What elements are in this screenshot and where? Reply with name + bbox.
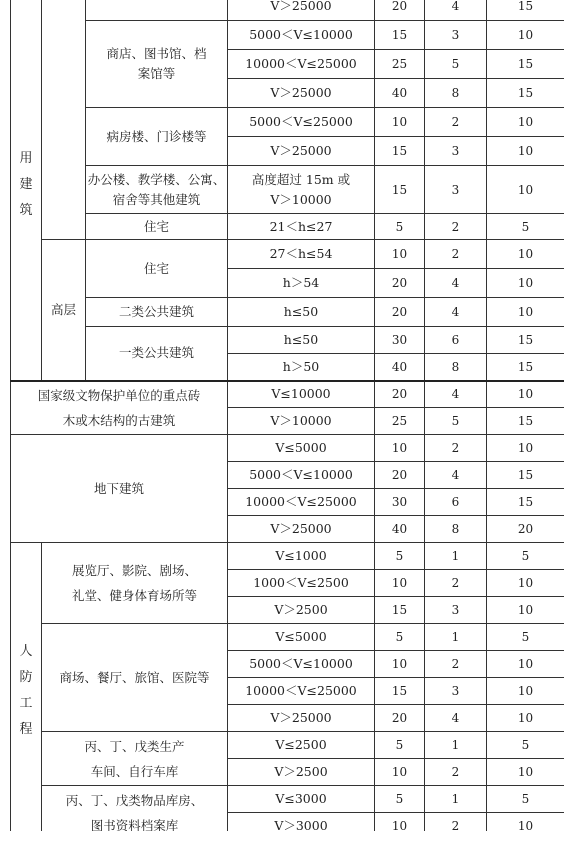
cell-a: 5	[375, 732, 425, 759]
fire-water-table	[10, 0, 564, 831]
cell-cond: V＞25000	[228, 705, 375, 732]
cell-a: 10	[375, 651, 425, 678]
cell-a: 20	[375, 381, 425, 408]
cell-b: 1	[425, 624, 487, 651]
cell-a: 15	[375, 21, 425, 50]
cell-cond: V≤5000	[228, 435, 375, 462]
cell-c: 10	[487, 705, 565, 732]
cell-building: 丙、丁、戊类生产车间、自行车库	[42, 732, 228, 786]
cell-cond: V＞25000	[228, 79, 375, 108]
cell-b: 4	[425, 462, 487, 489]
cell-c: 15	[487, 462, 565, 489]
table-row	[11, 381, 565, 408]
cell-cond: 5000＜V≤25000	[228, 108, 375, 137]
cell-b: 4	[425, 298, 487, 327]
cell-c: 5	[487, 786, 565, 813]
cell-a: 20	[375, 269, 425, 298]
cell-b: 2	[425, 570, 487, 597]
cell-a: 25	[375, 50, 425, 79]
cell-a: 5	[375, 543, 425, 570]
cell-c: 10	[487, 137, 565, 166]
group-label-civil-defense: 人 防 工 程	[11, 543, 42, 832]
cell-building: 住宅	[86, 214, 228, 240]
cell-c: 15	[487, 79, 565, 108]
cell-c: 10	[487, 166, 565, 214]
table-row	[11, 732, 565, 759]
cell-c: 15	[487, 408, 565, 435]
cell-cond: h＞50	[228, 354, 375, 381]
cell-c: 10	[487, 298, 565, 327]
cell-c: 10	[487, 381, 565, 408]
cell-a: 25	[375, 408, 425, 435]
cell-b: 1	[425, 732, 487, 759]
cell-cond: V≤2500	[228, 732, 375, 759]
cell-c: 15	[487, 50, 565, 79]
cell-b: 4	[425, 269, 487, 298]
cell-a: 5	[375, 624, 425, 651]
cell-a: 20	[375, 298, 425, 327]
cell-b: 4	[425, 0, 487, 21]
cell-a: 30	[375, 489, 425, 516]
cell-c: 10	[487, 570, 565, 597]
cell-cond: V≤3000	[228, 786, 375, 813]
cell-a: 20	[375, 462, 425, 489]
cell-cond: V＞10000	[228, 408, 375, 435]
table-row	[11, 108, 565, 137]
cell-cond: V＞2500	[228, 597, 375, 624]
cell-c: 20	[487, 516, 565, 543]
cell-c: 5	[487, 732, 565, 759]
cell-a: 10	[375, 435, 425, 462]
cell-b: 1	[425, 543, 487, 570]
table-row	[11, 298, 565, 327]
cell-a: 10	[375, 570, 425, 597]
cell-c: 10	[487, 597, 565, 624]
table-row	[11, 214, 565, 240]
cell-b: 3	[425, 166, 487, 214]
cell-a: 40	[375, 516, 425, 543]
cell-c: 10	[487, 435, 565, 462]
cell-a: 40	[375, 79, 425, 108]
cell-a: 10	[375, 240, 425, 269]
cell-c: 10	[487, 678, 565, 705]
cell-b: 2	[425, 813, 487, 832]
cell-b: 6	[425, 327, 487, 354]
cell-heritage: 国家级文物保护单位的重点砖木或木结构的古建筑	[11, 381, 228, 435]
cell-b: 2	[425, 651, 487, 678]
table-row	[11, 0, 565, 21]
cell-c: 5	[487, 543, 565, 570]
table-row	[11, 21, 565, 50]
cell-b: 8	[425, 516, 487, 543]
cell-cond: 27＜h≤54	[228, 240, 375, 269]
cell-building: 一类公共建筑	[86, 327, 228, 381]
cell-b: 6	[425, 489, 487, 516]
cell-b: 2	[425, 435, 487, 462]
cell-subcategory: 高层	[42, 240, 86, 381]
cell-b: 4	[425, 705, 487, 732]
cell-building: 办公楼、教学楼、公寓、宿舍等其他建筑	[86, 166, 228, 214]
cell-c: 5	[487, 624, 565, 651]
cell-c: 10	[487, 759, 565, 786]
cell-a: 15	[375, 678, 425, 705]
cell-a: 10	[375, 813, 425, 832]
cell-b: 2	[425, 108, 487, 137]
cell-b: 3	[425, 137, 487, 166]
cell-cond: h＞54	[228, 269, 375, 298]
cell-c: 15	[487, 354, 565, 381]
cell-cond: V＞25000	[228, 137, 375, 166]
cell-b: 2	[425, 759, 487, 786]
cell-a: 15	[375, 137, 425, 166]
cell-cond: 1000＜V≤2500	[228, 570, 375, 597]
cell-cond: 高度超过 15m 或 V＞10000	[228, 166, 375, 214]
table-row	[11, 435, 565, 462]
cell-b: 4	[425, 381, 487, 408]
cell-building: 住宅	[86, 240, 228, 298]
cell-a: 10	[375, 759, 425, 786]
table-row	[11, 240, 565, 269]
cell-cond: 10000＜V≤25000	[228, 678, 375, 705]
cell-a: 15	[375, 166, 425, 214]
cell-a: 15	[375, 597, 425, 624]
cell-building: 二类公共建筑	[86, 298, 228, 327]
cell-b: 3	[425, 678, 487, 705]
cell-c: 15	[487, 0, 565, 21]
cell-cond: V＞25000	[228, 516, 375, 543]
cell-cond: 10000＜V≤25000	[228, 489, 375, 516]
cell-c: 15	[487, 327, 565, 354]
cell-c: 10	[487, 269, 565, 298]
group-label-civil: 用 建 筑	[11, 0, 42, 381]
table-row	[11, 327, 565, 354]
cell-cond: h≤50	[228, 327, 375, 354]
cell-b: 8	[425, 79, 487, 108]
cell-a: 30	[375, 327, 425, 354]
cell-a: 10	[375, 108, 425, 137]
cell-c: 10	[487, 813, 565, 832]
cell-cond: V≤5000	[228, 624, 375, 651]
cell-cond: 5000＜V≤10000	[228, 462, 375, 489]
cell-cond: V≤1000	[228, 543, 375, 570]
table-row	[11, 166, 565, 214]
cell-c: 5	[487, 214, 565, 240]
cell-c: 10	[487, 240, 565, 269]
cell-underground: 地下建筑	[11, 435, 228, 543]
cell-cond: V＞3000	[228, 813, 375, 832]
cell-cond: V＞2500	[228, 759, 375, 786]
cell-building: 丙、丁、戊类物品库房、图书资料档案库	[42, 786, 228, 832]
cell-building	[86, 0, 228, 21]
cell-a: 5	[375, 214, 425, 240]
cell-building: 病房楼、门诊楼等	[86, 108, 228, 166]
cell-cond: 10000＜V≤25000	[228, 50, 375, 79]
cell-cond: 5000＜V≤10000	[228, 651, 375, 678]
cell-b: 1	[425, 786, 487, 813]
cell-a: 40	[375, 354, 425, 381]
cell-cond: 21＜h≤27	[228, 214, 375, 240]
cell-c: 10	[487, 651, 565, 678]
table-row	[11, 543, 565, 570]
table-frame	[10, 0, 564, 831]
table-row	[11, 624, 565, 651]
cell-cond: V＞25000	[228, 0, 375, 21]
cell-subcategory	[42, 0, 86, 240]
cell-c: 10	[487, 21, 565, 50]
cell-b: 8	[425, 354, 487, 381]
cell-b: 5	[425, 408, 487, 435]
cell-a: 20	[375, 705, 425, 732]
cell-building: 商场、餐厅、旅馆、医院等	[42, 624, 228, 732]
cell-b: 2	[425, 214, 487, 240]
cell-cond: h≤50	[228, 298, 375, 327]
cell-c: 15	[487, 489, 565, 516]
cell-b: 5	[425, 50, 487, 79]
cell-cond: 5000＜V≤10000	[228, 21, 375, 50]
cell-building: 商店、图书馆、档案馆等	[86, 21, 228, 108]
cell-c: 10	[487, 108, 565, 137]
cell-cond: V≤10000	[228, 381, 375, 408]
cell-b: 3	[425, 597, 487, 624]
cell-a: 5	[375, 786, 425, 813]
cell-a: 20	[375, 0, 425, 21]
cell-b: 3	[425, 21, 487, 50]
cell-building: 展览厅、影院、剧场、礼堂、健身体育场所等	[42, 543, 228, 624]
cell-b: 2	[425, 240, 487, 269]
table-row	[11, 786, 565, 813]
